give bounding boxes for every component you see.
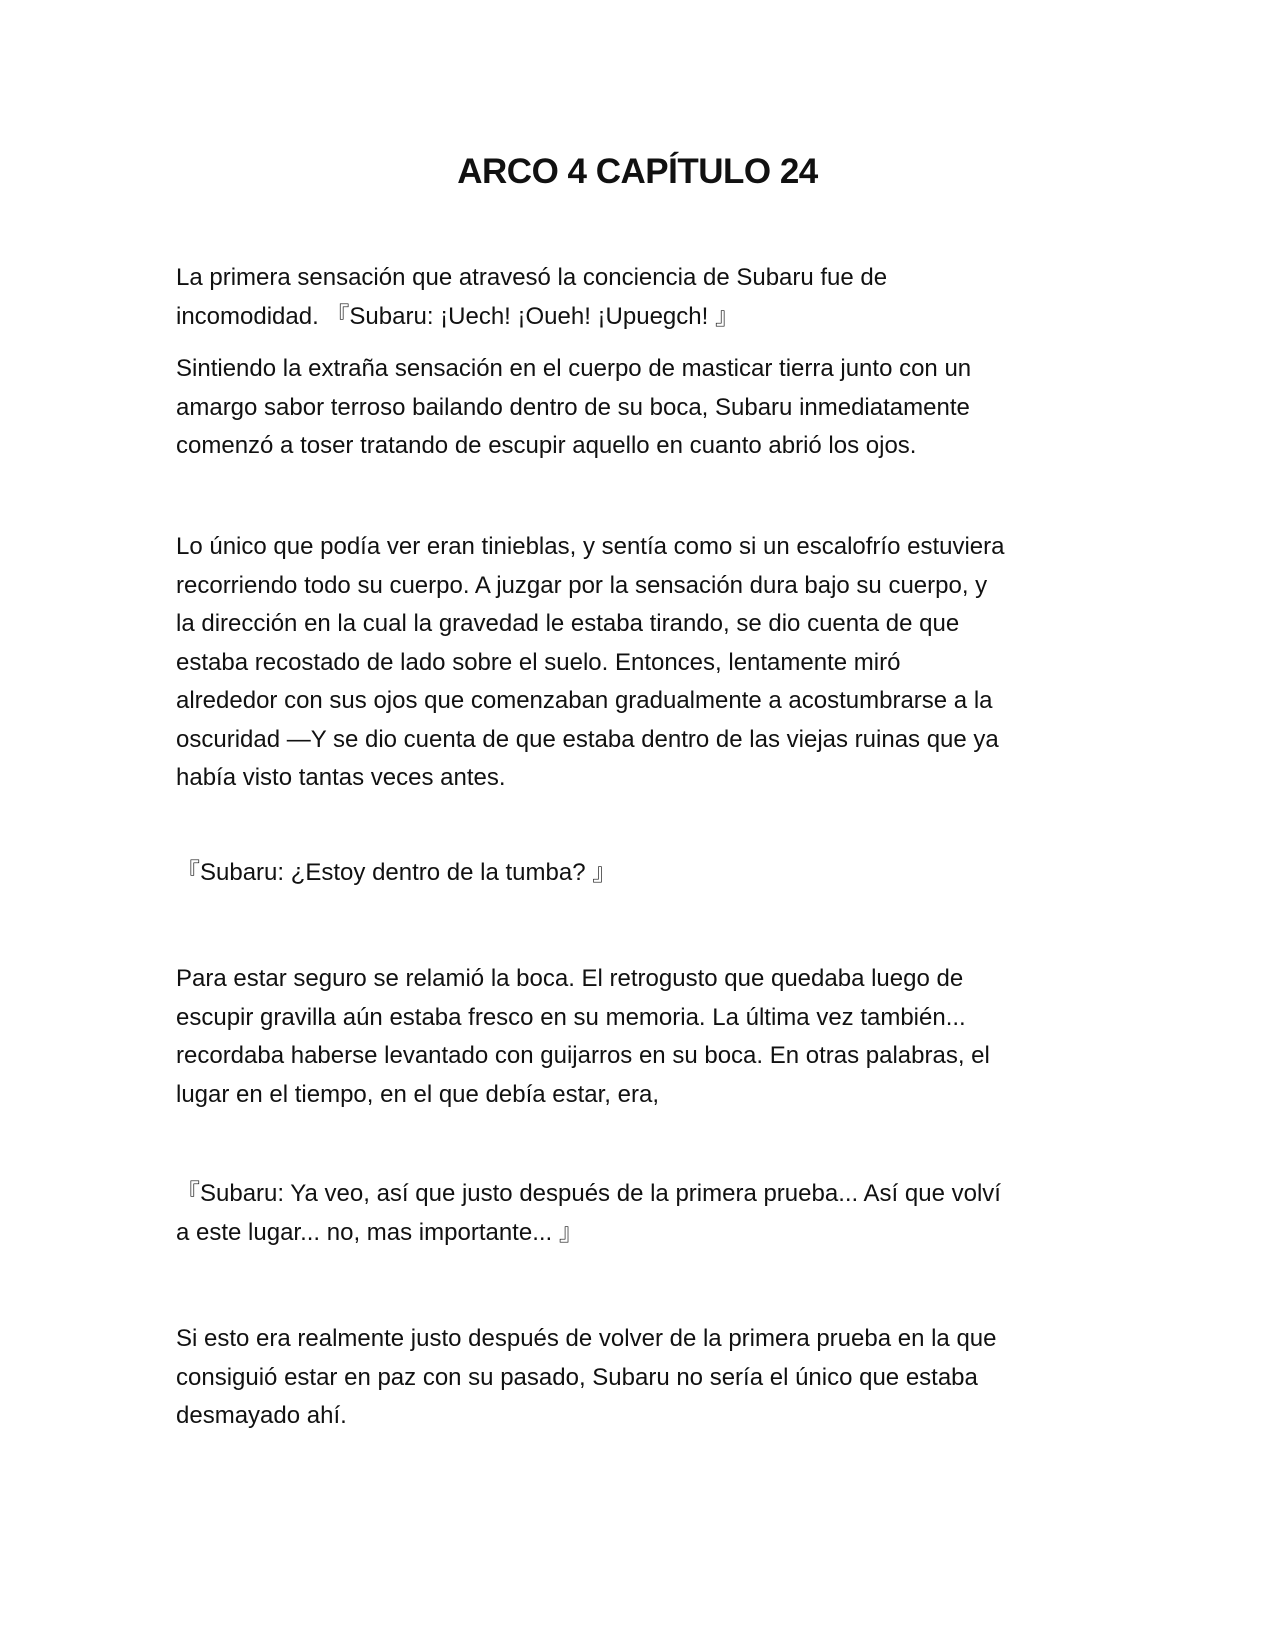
dialogue-line-2: 『Subaru: Ya veo, así que justo después de la primera prueba... Así que volví a este lugar... no, mas importante... 』	[176, 1180, 1001, 1246]
chapter-title: ARCO 4 CAPÍTULO 24	[457, 152, 818, 191]
dialogue-line-1: 『Subaru: ¿Estoy dentro de la tumba? 』	[176, 859, 617, 886]
paragraph-2: Sintiendo la extraña sensación en el cuerpo de masticar tierra junto con un amargo sabor terroso bailando dentro de su boca, Subaru inmediatamente comenzó a toser tratando de escupir aquello en cuanto abrió los ojos.	[176, 355, 972, 459]
paragraph-3: Lo único que podía ver eran tinieblas, y sentía como si un escalofrío estuviera recorriendo todo su cuerpo. A juzgar por la sensación dura bajo su cuerpo, y la dirección en la cual la gravedad le estaba tirando, se dio cuenta de que estaba recostado de lado sobre el suelo. Entonces, lentamente miró alrededor con sus ojos que comenzaban gradualmente a acostumbrarse a la oscuridad —Y se dio cuenta de que estaba dentro de las viejas ruinas que ya había visto tantas veces antes.	[176, 533, 1005, 791]
paragraph-1: La primera sensación que atravesó la conciencia de Subaru fue de incomodidad. 『Subaru: ¡Uech! ¡Oueh! ¡Upuegch! 』	[176, 264, 888, 330]
paragraph-5: Si esto era realmente justo después de volver de la primera prueba en la que consiguió estar en paz con su pasado, Subaru no sería el único que estaba desmayado ahí.	[176, 1325, 997, 1429]
paragraph-4: Para estar seguro se relamió la boca. El retrogusto que quedaba luego de escupir gravilla aún estaba fresco en su memoria. La última vez también... recordaba haberse levantado con guijarros en su boca. En otras palabras, el lugar en el tiempo, en el que debía estar, era,	[176, 965, 990, 1108]
